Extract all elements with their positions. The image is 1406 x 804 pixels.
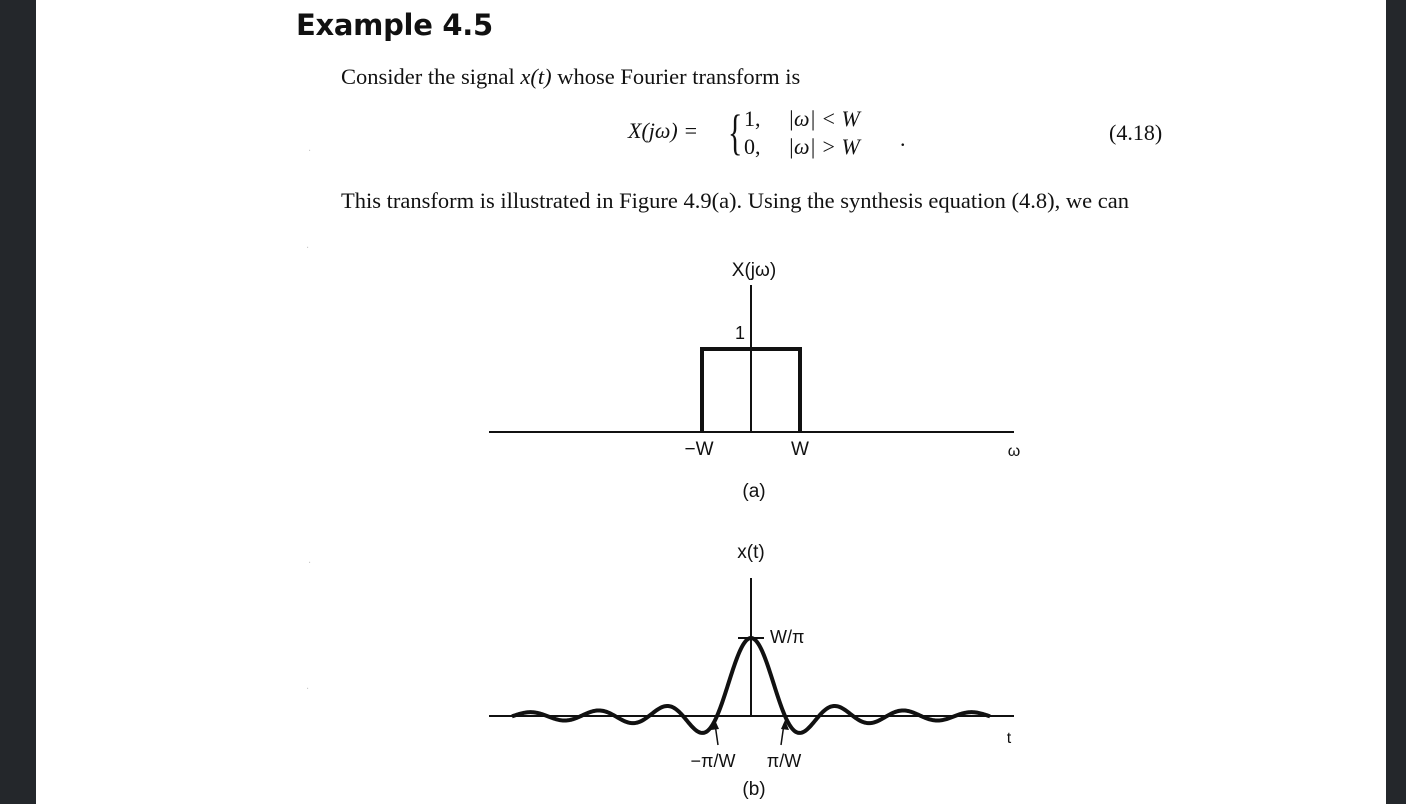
margin-mark: · [308,146,312,157]
figure-b-ylabel: x(t) [737,542,765,563]
margin-mark: · [306,684,310,695]
equation-number: (4.18) [1109,120,1163,145]
figure-b-right-zero-label: π/W [766,751,802,771]
figure-a-xlabel: ω [1007,443,1021,460]
figure-b [489,542,1014,800]
equation-case-1: 1, |ω| < W [744,106,860,131]
figure-a-left-label: −W [684,439,714,460]
figure-b-caption: (b) [742,779,766,800]
figure-a-caption: (a) [742,481,766,502]
figure-4-9 [36,0,1386,804]
signal-symbol: x(t) [520,64,552,89]
intro-text-after: whose Fourier transform is [551,64,801,89]
equation-case-2: 0, |ω| > W [744,134,860,159]
figure-a-right-label: W [791,439,809,460]
figure-a [489,260,1020,502]
margin-mark: · [308,558,312,569]
figure-reference-paragraph: This transform is illustrated in Figure 4.9(a). Using the synthesis equation (4.8), we can [341,188,1129,213]
equation-brace: { [728,104,743,160]
figure-b-left-zero-label: −π/W [690,751,736,771]
intro-text-before: Consider the signal [341,64,521,89]
textbook-page [36,0,1386,804]
equation-terminator: . [900,126,906,151]
figure-b-xlabel: t [1006,730,1012,747]
figure-a-height-label: 1 [734,323,746,343]
equation-lhs: X(jω) = [628,118,699,143]
figure-a-ylabel: X(jω) [731,260,777,281]
example-heading: Example 4.5 [296,8,493,42]
margin-mark: · [306,243,310,254]
figure-b-peak-label: W/π [770,627,805,647]
